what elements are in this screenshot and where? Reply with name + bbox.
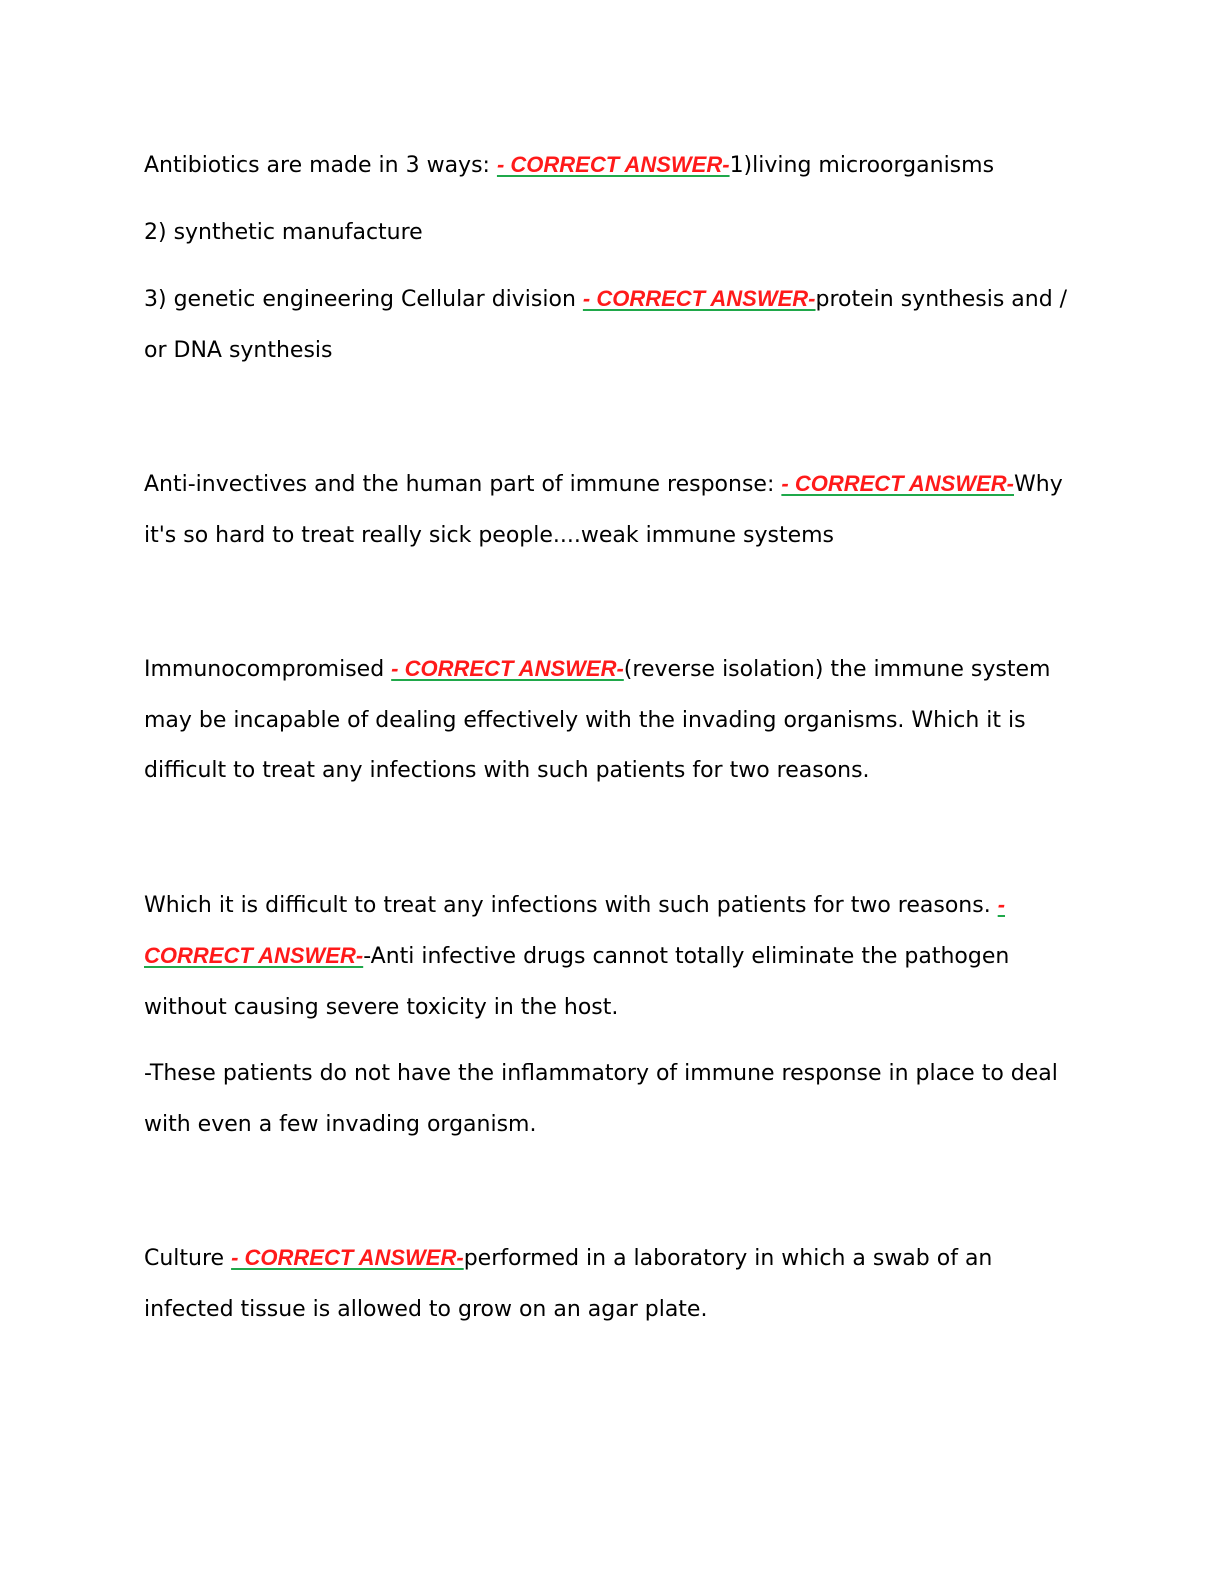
answer-text: Why it's so hard to treat really sick people....weak immune systems (144, 472, 1063, 548)
question-text: Culture (144, 1246, 232, 1271)
answer-text: performed in a laboratory in which a swab of an infected tissue is allowed to grow on an agar plate. (144, 1246, 993, 1322)
question-text: Anti-invectives and the human part of immune response: (144, 472, 782, 497)
correct-answer-marker: - CORRECT ANSWER- (231, 1245, 464, 1270)
answer-continuation: -These patients do not have the inflammatory of immune response in place to deal with even a few invading organism. (144, 1061, 1058, 1137)
question-text: Which it is difficult to treat any infections with such patients for two reasons. (144, 892, 998, 918)
correct-answer-marker: - CORRECT ANSWER- (582, 286, 816, 311)
answer-text: 1)living microorganisms (729, 153, 995, 178)
answer-continuation: 2) synthetic manufacture (144, 219, 423, 245)
qa-entry (144, 459, 1084, 561)
qa-entry (144, 140, 1084, 192)
document-page (144, 140, 1084, 1335)
answer-text: (reverse isolation) the immune system may be incapable of dealing effectively with the invading organisms. Which it is difficult to treat any infections with such patients for two reasons. (144, 657, 1051, 783)
answer-text: -Anti infective drugs cannot totally eliminate the pathogen without causing severe toxicity in the host. (144, 944, 1010, 1020)
qa-entry (144, 644, 1084, 797)
question-text: 3) genetic engineering Cellular division (144, 287, 583, 312)
qa-entry (144, 274, 1084, 376)
correct-answer-marker: - CORRECT ANSWER- (144, 891, 1006, 968)
question-text: Immunocompromised (144, 657, 392, 682)
correct-answer-marker: - CORRECT ANSWER- (391, 656, 624, 681)
qa-entry (144, 880, 1084, 1034)
correct-answer-marker: - CORRECT ANSWER- (496, 152, 730, 177)
question-text: Antibiotics are made in 3 ways: (144, 153, 497, 178)
correct-answer-marker: - CORRECT ANSWER- (781, 471, 1014, 496)
answer-text: protein synthesis and / or DNA synthesis (144, 287, 1068, 363)
qa-entry (144, 1233, 1084, 1335)
